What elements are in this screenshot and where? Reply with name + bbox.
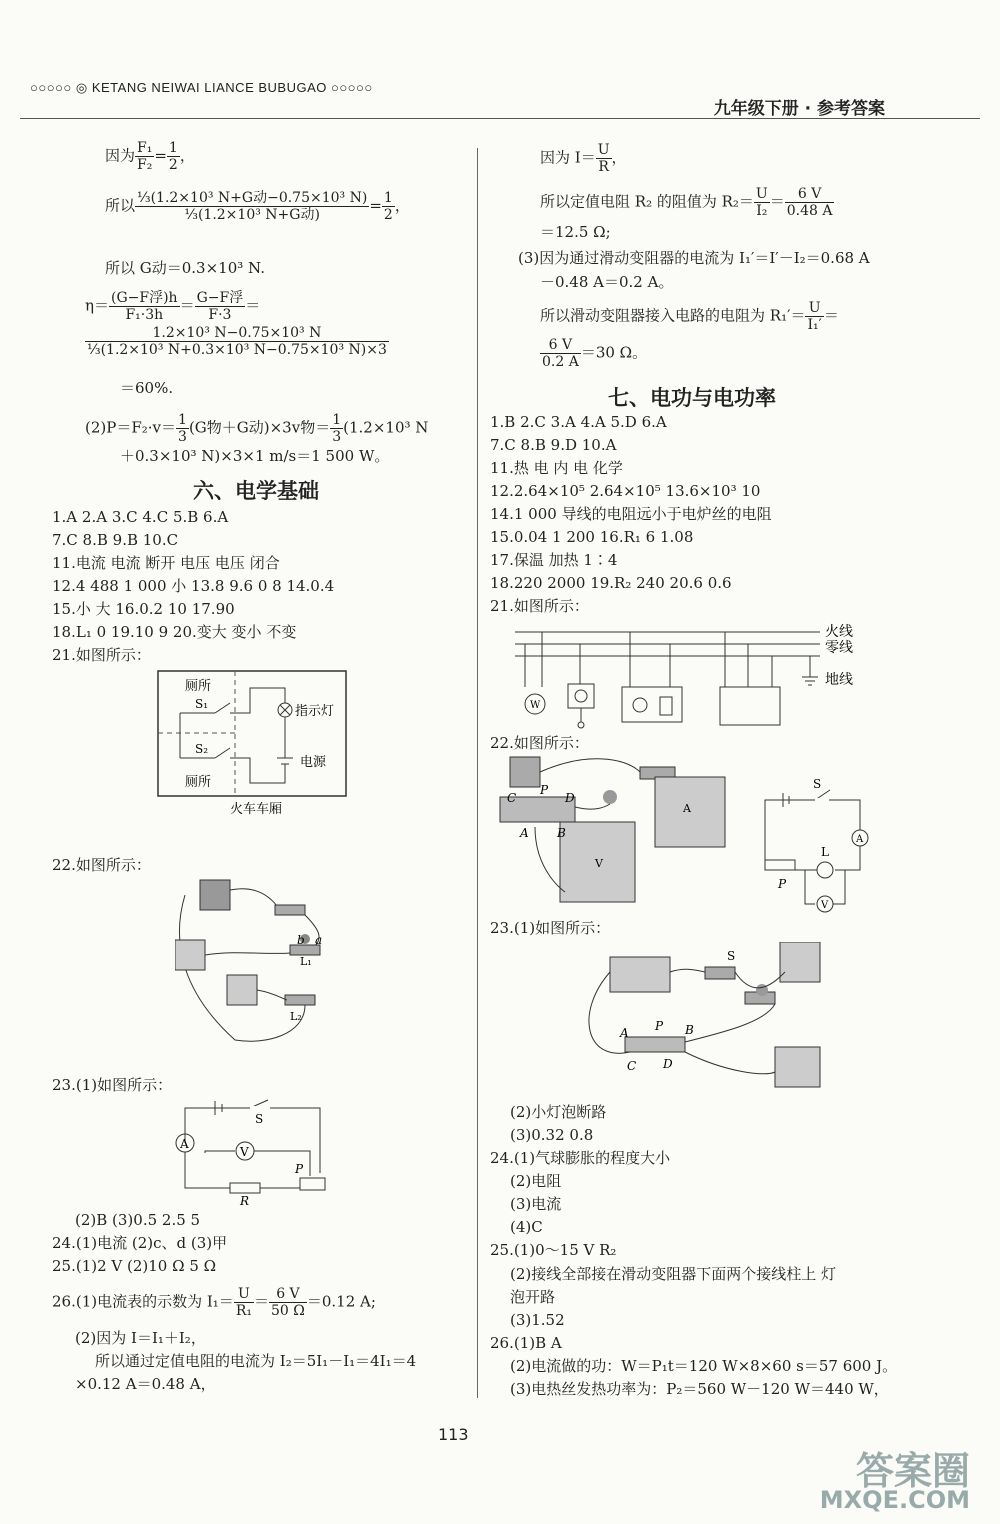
label-watt: W: [530, 700, 541, 711]
answer-line: 24.(1)气球膨胀的程度大小: [490, 1149, 671, 1167]
label-ammeter: A: [180, 1137, 189, 1151]
answer-line: 21.如图所示：: [52, 646, 151, 664]
eq-efficiency-result: ＝60%.: [120, 379, 174, 397]
answer-line: 22.如图所示：: [52, 856, 151, 874]
label-b: B: [557, 826, 566, 840]
header-series-title: ○○○○○ ◎ KETANG NEIWAI LIANCE BUBUGAO ○○○○○: [30, 80, 373, 95]
answer-line: 泡开路: [510, 1288, 556, 1306]
label-p: P: [540, 783, 549, 797]
answer-line: 1.B 2.C 3.A 4.A 5.D 6.A: [490, 413, 667, 431]
label-s1: S₁: [195, 697, 209, 711]
answer-line: 26.(1)电流表的示数为 I₁＝ $\frac{U}{\text{R₁}}$ ＝ $\frac{6 V}{50 \Omega}$ ＝0.12 A;: [52, 1286, 376, 1319]
answer-line: 26.(1)B A: [490, 1334, 562, 1352]
label-d: D: [663, 1057, 673, 1071]
watermark-logo: 答案圈: [855, 1449, 970, 1493]
answer-line: (2)接线全部接在滑动变阻器下面两个接线柱上 灯: [510, 1265, 837, 1283]
answer-line: 14.1 000 导线的电阻远小于电炉丝的电阻: [490, 505, 772, 523]
eq-g-moving: 所以 G动＝0.3×10³ N.: [105, 259, 265, 277]
answer-line: (2)电阻: [510, 1172, 562, 1190]
label-s2: S₂: [195, 742, 209, 756]
label-voltmeter-schematic: V: [821, 900, 829, 911]
wiring-photo-diagram-22: [175, 875, 335, 1050]
answer-line: 7.C 8.B 9.D 10.A: [490, 436, 617, 454]
answer-line: 23.(1)如图所示：: [490, 919, 611, 937]
answer-line: 所以通过定值电阻的电流为 I₂＝5I₁－I₁＝4I₁＝4: [95, 1352, 417, 1370]
label-p: P: [655, 1019, 664, 1033]
page-number: 113: [438, 1425, 469, 1444]
label-ammeter-photo: A: [683, 802, 691, 815]
eq-r2-result: ＝12.5 Ω;: [540, 223, 611, 241]
answer-line: (3)电流: [510, 1195, 562, 1213]
label-toilet-1: 厕所: [185, 679, 212, 694]
label-neutral-wire: 零线: [825, 640, 853, 656]
answer-line: (3)0.32 0.8: [510, 1126, 594, 1144]
label-l1: L₁: [300, 955, 312, 968]
eq-ratio-expanded: 所以 $\frac{\text{⅓(1.2×10³ N+G动−0.75×10³ N)}}{\text{⅓(1.2×10³ N+G动)}}$ = $\frac{1}{2}$ ，: [105, 190, 410, 223]
answer-line: 11.电流 电流 断开 电压 电压 闭合: [52, 554, 280, 572]
answer-line: (2)电流做的功：W＝P₁t＝120 W×8×60 s＝57 600 J。: [510, 1357, 898, 1375]
answer-line: (2)因为 I＝I₁＋I₂，: [75, 1329, 206, 1347]
label-b: B: [685, 1023, 694, 1037]
eq-r1-prime: 所以滑动变阻器接入电路的电阻为 R₁′＝ $\frac{U}{\text{I₁′}}$ ＝: [540, 300, 839, 333]
answer-line: (2)B (3)0.5 2.5 5: [75, 1211, 201, 1229]
eq-ohms-law: 因为 I＝ $\frac{U}{R}$ ，: [540, 142, 627, 175]
label-voltmeter-photo: V: [595, 857, 603, 870]
label-p: P: [295, 1162, 304, 1176]
label-p-schematic: P: [778, 877, 787, 891]
label-b: b: [297, 933, 305, 947]
eq-power-result: ＋0.3×10³ N)×3×1 m/s＝1 500 W。: [120, 447, 390, 465]
label-train-car: 火车车厢: [230, 802, 283, 817]
header-book-title: 九年级下册 · 参考答案: [713, 99, 885, 119]
train-toilet-circuit-diagram: [155, 668, 350, 818]
answer-line: 11.热 电 内 电 化学: [490, 459, 623, 477]
answer-line: 23.(1)如图所示：: [52, 1076, 173, 1094]
answer-line: (3)电热丝发热功率为：P₂＝560 W－120 W＝440 W，: [510, 1380, 889, 1398]
label-s: S: [255, 1112, 264, 1126]
eq-r1-result: $\frac{6 V}{0.2 A}$ ＝30 Ω。: [542, 337, 648, 370]
label-live-wire: 火线: [825, 624, 853, 640]
answer-line: (4)C: [510, 1218, 543, 1236]
label-l-schematic: L: [821, 845, 829, 859]
answer-line: 12.4 488 1 000 小 13.8 9.6 0 8 14.0.4: [52, 577, 335, 595]
column-divider: [477, 148, 478, 1398]
answer-line: 7.C 8.B 9.B 10.C: [52, 531, 179, 549]
header-rule: [20, 118, 980, 119]
answer-line: (2)小灯泡断路: [510, 1103, 607, 1121]
answer-line: 18.L₁ 0 19.10 9 20.变大 变小 不变: [52, 623, 297, 641]
wiring-photo-diagram-23: [575, 942, 835, 1102]
label-voltmeter: V: [240, 1145, 249, 1159]
household-wiring-diagram: [510, 622, 870, 732]
label-s-schematic: S: [813, 777, 822, 791]
answer-line: 22.如图所示：: [490, 734, 589, 752]
label-r: R: [240, 1194, 250, 1208]
label-ammeter-schematic: A: [856, 834, 864, 845]
eq-r2: 所以定值电阻 R₂ 的阻值为 R₂＝ $\frac{U}{\text{I₂}}$ ＝ $\frac{6 V}{0.48 A}$: [540, 186, 833, 219]
answer-line: 15.小 大 16.0.2 10 17.90: [52, 600, 235, 618]
answer-line: (3)因为通过滑动变阻器的电流为 I₁′＝I′－I₂＝0.68 A: [518, 249, 870, 267]
circuit-diagram-23: [170, 1098, 335, 1208]
wiring-photo-and-schematic-22: [495, 752, 870, 917]
label-l2: L₂: [290, 1010, 302, 1023]
answer-line: ×0.12 A＝0.48 A，: [75, 1375, 216, 1393]
answer-line: 25.(1)0～15 V R₂: [490, 1241, 617, 1259]
label-a: A: [520, 826, 529, 840]
answer-line: 25.(1)2 V (2)10 Ω 5 Ω: [52, 1257, 217, 1275]
answer-line: (3)1.52: [510, 1311, 565, 1329]
answer-line: 15.0.04 1 200 16.R₁ 6 1.08: [490, 528, 694, 546]
label-a: A: [620, 1026, 629, 1040]
label-toilet-2: 厕所: [185, 775, 212, 790]
label-c: C: [507, 791, 517, 805]
label-indicator-lamp: 指示灯: [295, 704, 335, 719]
label-s: S: [727, 949, 736, 963]
answer-line: 18.220 2000 19.R₂ 240 20.6 0.6: [490, 574, 732, 592]
watermark-url: MXQE.COM: [819, 1486, 970, 1514]
label-ground-wire: 地线: [825, 672, 853, 688]
section-title-7: 七、电功与电功率: [608, 386, 776, 410]
answer-line: 21.如图所示：: [490, 597, 589, 615]
answer-line: 17.保温 加热 1∶4: [490, 551, 618, 569]
label-power-source: 电源: [300, 755, 327, 770]
label-d: D: [565, 791, 575, 805]
eq-power: (2)P＝F₂·v＝ $\frac{1}{3}$ (G物＋G动)×3v物＝ $\frac{1}{3}$ (1.2×10³ N: [85, 412, 429, 445]
eq-efficiency: η＝ $\frac{\text{(G−F浮)h}}{\text{F₁·3h}}$ ＝ $\frac{\text{G−F浮}}{F\cdot 3}$ ＝: [85, 290, 261, 323]
section-title-6: 六、电学基础: [193, 479, 319, 503]
answer-line: －0.48 A＝0.2 A。: [540, 273, 674, 291]
answer-line: 12.2.64×10⁵ 2.64×10⁵ 13.6×10³ 10: [490, 482, 761, 500]
eq-ratio: 因为 $\frac{\text{F₁}}{\text{F₂}}$ = $\frac{1}{2}$ ，: [105, 140, 195, 173]
label-c: C: [627, 1059, 637, 1073]
answer-line: 24.(1)电流 (2)c、d (3)甲: [52, 1234, 228, 1252]
label-a: a: [315, 933, 323, 947]
answer-line: 1.A 2.A 3.C 4.C 5.B 6.A: [52, 508, 229, 526]
eq-efficiency-numeric: $\frac{\text{1.2×10³ N−0.75×10³ N}}{\text{⅓(1.2×10³ N+0.3×10³ N−0.75×10³ N)×3}}$: [87, 325, 387, 358]
